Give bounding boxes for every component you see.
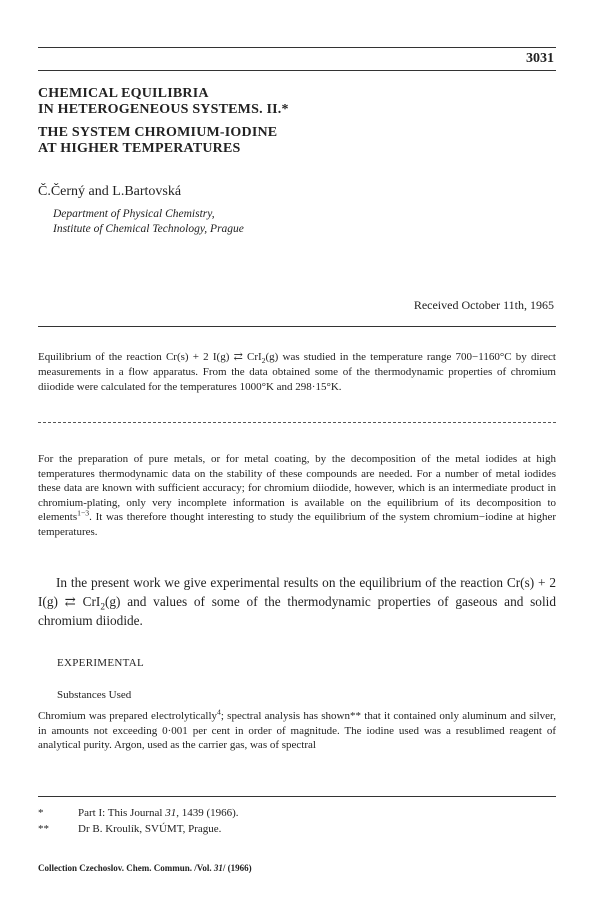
top-rule (38, 47, 556, 48)
footnotes (38, 805, 239, 837)
received-date: Received October 11th, 1965 (413, 298, 554, 312)
journal-footer: Collection Czechoslov. Chem. Commun. /Vol. 31/ (1966) (38, 863, 252, 873)
footnote-text: Dr B. Kroulík, SVÚMT, Prague. (78, 823, 222, 835)
footnote-rule (38, 796, 556, 797)
experimental-paragraph (38, 709, 556, 753)
intro-text-b: . It was therefore thought interesting to study the equilibrium of the system chromium−iodine at higher temperatures. (38, 511, 556, 538)
present-work-paragraph (38, 573, 556, 630)
subsection-heading-substances: Substances Used (57, 689, 132, 701)
abstract (38, 350, 556, 395)
affiliation-line-2: Institute of Chemical Technology, Prague (53, 223, 244, 235)
present-work-subscript: 2 (100, 602, 105, 613)
section-heading-experimental: EXPERIMENTAL (57, 657, 145, 669)
title-line-3: THE SYSTEM CHROMIUM-IODINE (38, 125, 278, 140)
abstract-subscript: 2 (261, 356, 266, 366)
present-work-text-b: (g) and values of some of the thermodynamic properties of gaseous and solid chromium diiodide. (38, 594, 556, 628)
footnote-marker: ** (38, 823, 49, 835)
footnote-marker: * (38, 807, 44, 819)
experimental-text-b: ; spectral analysis has shown** that it contained only aluminum and silver, in amounts not exceeding 0·001 per cent in order of magnitude. The iodine used was a resublimed reagent of analytical purity. Argon, used as the carrier gas, was of spectral (38, 710, 557, 752)
abstract-top-rule (38, 326, 556, 327)
abstract-bottom-rule (38, 422, 556, 423)
page-number: 3031 (526, 51, 554, 66)
title-line-1: CHEMICAL EQUILIBRIA (38, 86, 209, 101)
affiliation-line-1: Department of Physical Chemistry, (53, 208, 215, 220)
abstract-text-b: (g) was studied in the temperature range 700−1160°C by direct measurements in a flow apparatus. From the data obtained some of the thermodynamic properties of chromium diiodide were calculated for the temperatures 1000°K and 298·15°K. (38, 351, 556, 393)
footnote-item (38, 821, 239, 837)
title-line-2: IN HETEROGENEOUS SYSTEMS. II.* (38, 102, 289, 117)
abstract-text-a: Equilibrium of the reaction Cr(s) + 2 I(g) ⇄ CrI (38, 351, 262, 363)
header-rule (38, 70, 556, 71)
affiliation (53, 207, 244, 237)
experimental-reference: 4 (217, 707, 221, 717)
footnote-text: Part I: This Journal 31, 1439 (1966). (78, 807, 239, 819)
article-title (38, 86, 558, 157)
present-work-text-a: In the present work we give experimental results on the equilibrium of the reaction Cr(s) + 2 I(g) ⇄ CrI (38, 575, 556, 609)
authors: Č.Černý and L.Bartovská (38, 184, 182, 199)
intro-paragraph (38, 452, 556, 540)
experimental-text-a: Chromium was prepared electrolytically (38, 710, 218, 722)
intro-reference: 1−3 (77, 508, 90, 518)
intro-text-a: For the preparation of pure metals, or for metal coating, by the decomposition of the metal iodides at high temperatures thermodynamic data on the stability of these compounds are needed. For a number of metal iodides these data are known with sufficient accuracy; for chromium diiodide, however, which is an intermediate product in chromium-plating, only very incomplete information is available on the equilibrium of its decomposition to elements (38, 453, 556, 524)
title-line-4: AT HIGHER TEMPERATURES (38, 141, 241, 156)
footnote-item (38, 805, 239, 821)
